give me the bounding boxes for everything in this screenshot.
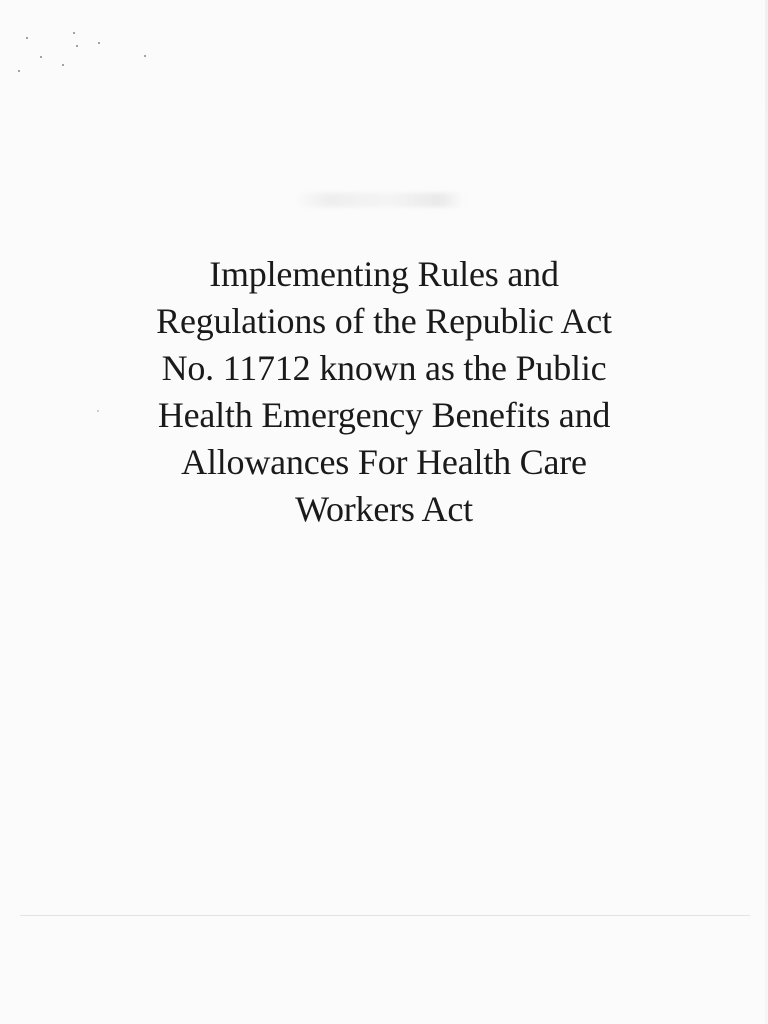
title-line: Health Emergency Benefits and bbox=[157, 395, 611, 435]
scan-speck bbox=[18, 70, 20, 72]
scan-speck bbox=[98, 42, 100, 44]
title-line: Allowances For Health Care bbox=[181, 442, 587, 482]
scan-speck bbox=[62, 64, 64, 66]
title-line: No. 11712 known as the Public bbox=[161, 348, 607, 388]
scan-smudge bbox=[296, 193, 464, 207]
scan-speck bbox=[73, 32, 75, 34]
scan-speck bbox=[76, 45, 78, 47]
page-divider bbox=[20, 915, 750, 916]
title-line: Implementing Rules and bbox=[209, 254, 559, 294]
title-line: Regulations of the Republic Act bbox=[156, 301, 612, 341]
scan-speck bbox=[26, 37, 28, 39]
title-line: Workers Act bbox=[295, 489, 473, 529]
document-title bbox=[84, 251, 684, 533]
scan-speck bbox=[144, 55, 146, 57]
scan-speck bbox=[40, 56, 42, 58]
